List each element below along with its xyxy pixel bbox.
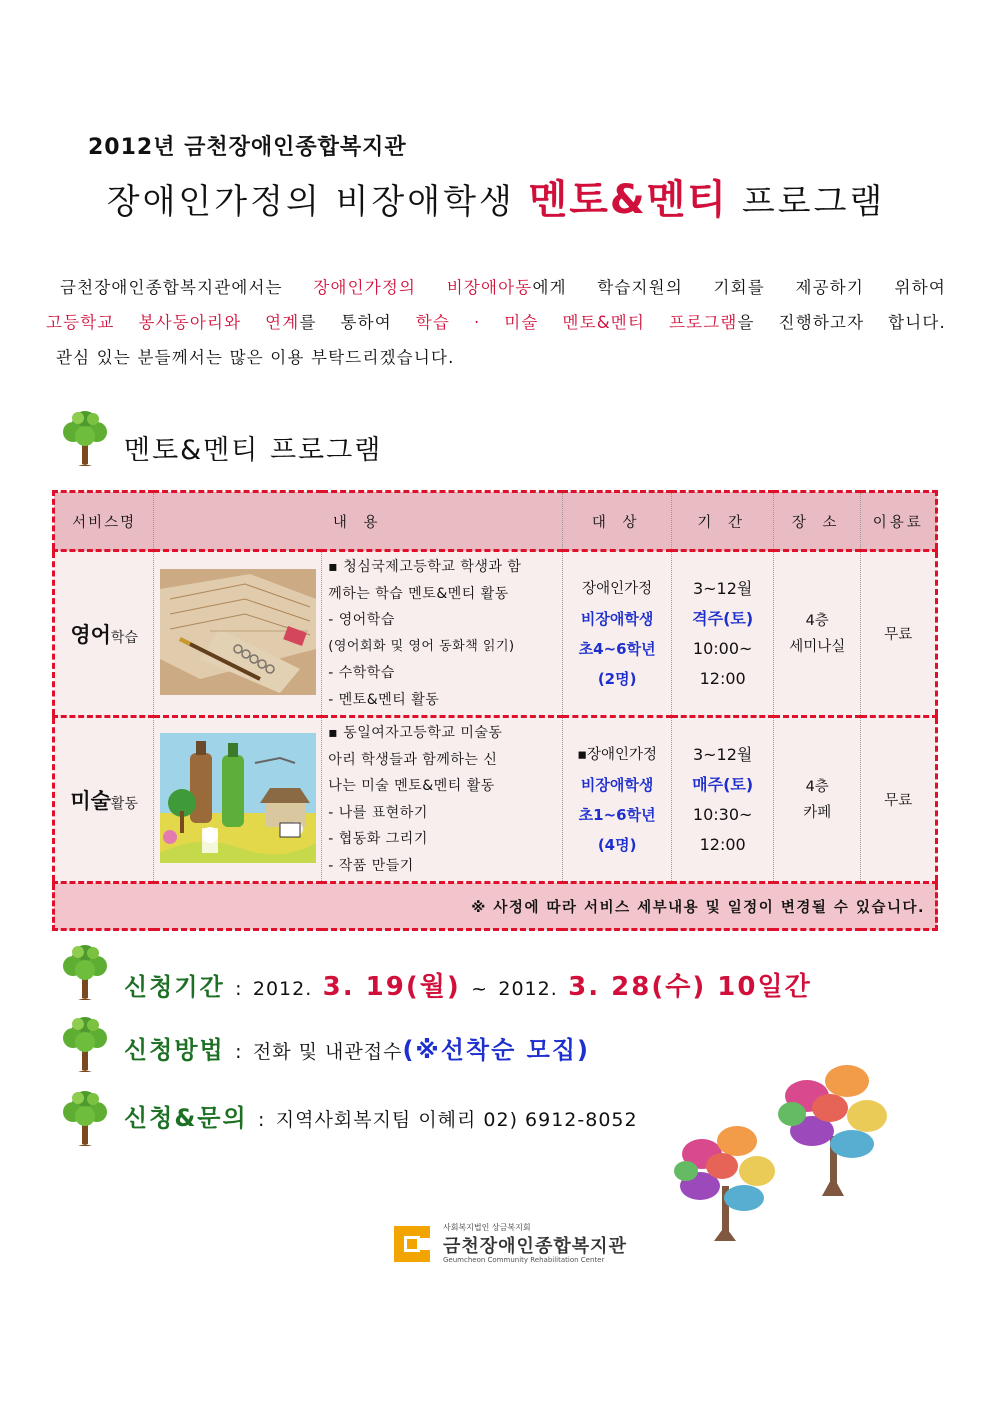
books-photo <box>160 569 316 695</box>
main-title-highlight: 멘토&멘티 <box>528 177 729 223</box>
main-title-suffix: 프로그램 <box>741 182 886 222</box>
content-line: ▪ 청심국제고등학교 학생과 함 <box>328 559 522 575</box>
separator: : <box>258 1109 266 1131</box>
separator: : <box>235 978 243 1000</box>
content-line: 아리 학생들과 함께하는 신 <box>328 751 498 768</box>
content-line: - 영어학습 <box>328 612 395 628</box>
logo-mark <box>392 1224 432 1264</box>
service-type: 활동 <box>110 795 138 812</box>
target-text: 초1~6학년 <box>578 805 656 824</box>
end-date: 3. 28(수) 10일간 <box>568 972 812 1002</box>
content-line: - 수학학습 <box>328 665 395 681</box>
target-text: (2명) <box>597 669 637 688</box>
apply-method-text: 전화 및 내관접수 <box>252 1041 403 1063</box>
program-table <box>52 490 938 931</box>
separator: : <box>235 1041 243 1063</box>
service-name: 영어 <box>70 622 111 647</box>
intro-line-1 <box>46 270 946 305</box>
table-note: ※ 사정에 따라 서비스 세부내용 및 일정이 변경될 수 있습니다. <box>54 883 937 930</box>
place-text: 4층 <box>805 778 829 795</box>
table-note-row <box>54 883 937 930</box>
intro-line-2 <box>46 305 946 340</box>
intro-highlight: 장애인가정의 비장애아동 <box>313 278 533 297</box>
header-place: 장 소 <box>773 492 860 551</box>
content-line: 나는 미술 멘토&멘티 활동 <box>328 778 495 794</box>
target-text: 장애인가정 <box>582 580 653 597</box>
apply-method-label: 신청방법 <box>124 1036 225 1064</box>
apply-contact-label: 신청&문의 <box>124 1104 248 1132</box>
photo-cell <box>154 551 322 717</box>
tilde: ~ <box>471 978 489 1000</box>
tree-icon <box>60 404 110 466</box>
main-title <box>0 168 992 225</box>
period-text: 매주(토) <box>692 774 754 794</box>
intro-highlight: 학습 · 미술 멘토&멘티 프로그램 <box>415 313 738 332</box>
year-text: 2012. <box>498 978 558 1000</box>
org-title: 2012년 금천장애인종합복지관 <box>88 135 407 160</box>
artwork-photo <box>160 733 316 863</box>
place-cell <box>773 551 860 717</box>
intro-text: 금천장애인종합복지관에서는 <box>60 278 283 297</box>
logo-subtitle: 사회복지법인 상금복지회 <box>443 1223 531 1232</box>
period-text: 10:30~ <box>692 804 753 824</box>
header-service: 서비스명 <box>54 492 154 551</box>
place-text: 4층 <box>805 612 829 629</box>
year-text: 2012. <box>252 978 313 1000</box>
target-cell <box>562 551 671 717</box>
period-text: 12:00 <box>699 834 746 854</box>
content-line: - 멘토&멘티 활동 <box>328 691 440 708</box>
target-text: 초4~6학년 <box>578 639 656 658</box>
content-line: - 나를 표현하기 <box>328 804 428 821</box>
table-header-row <box>54 492 937 551</box>
content-cell <box>322 551 563 717</box>
content-line: ▪ 동일여자고등학교 미술동 <box>328 725 503 741</box>
period-text: 3~12월 <box>692 744 753 764</box>
target-text: ▪장애인가정 <box>577 746 658 763</box>
table-row <box>54 551 937 717</box>
intro-paragraph <box>46 270 946 375</box>
header-content: 내 용 <box>154 492 563 551</box>
header-fee: 이용료 <box>861 492 937 551</box>
content-line: - 협동화 그리기 <box>328 831 428 847</box>
apply-period-label: 신청기간 <box>124 973 225 1001</box>
colorful-tree-decoration <box>672 1036 902 1246</box>
target-text: 비장애학생 <box>580 775 654 794</box>
content-line: (영어회화 및 영어 동화책 읽기) <box>328 638 515 654</box>
header-period: 기 간 <box>672 492 774 551</box>
service-name-cell <box>54 717 154 883</box>
period-cell <box>672 717 774 883</box>
service-name: 미술 <box>70 788 111 813</box>
intro-text: 에게 학습지원의 기회를 제공하기 위하여 <box>532 278 946 297</box>
fee-cell: 무료 <box>861 717 937 883</box>
intro-text: 을 진행하고자 합니다. <box>737 313 946 332</box>
start-date: 3. 19(월) <box>322 972 461 1002</box>
target-text: (4명) <box>597 835 637 854</box>
tree-icon <box>60 938 110 1000</box>
apply-method <box>124 1030 590 1065</box>
place-text: 세미나실 <box>789 638 846 655</box>
content-cell <box>322 717 563 883</box>
period-text: 격주(토) <box>692 608 754 628</box>
fee-cell: 무료 <box>861 551 937 717</box>
service-name-cell <box>54 551 154 717</box>
target-cell <box>562 717 671 883</box>
header-target: 대 상 <box>562 492 671 551</box>
place-text: 카페 <box>803 804 832 821</box>
logo-english: Geumcheon Community Rehabilitation Center <box>443 1256 605 1264</box>
intro-text: 를 통하여 <box>299 313 392 332</box>
apply-method-note: (※선착순 모집) <box>402 1036 590 1064</box>
apply-contact-text: 지역사회복지팀 이혜리 02) 6912-8052 <box>275 1109 638 1131</box>
apply-contact <box>124 1098 638 1133</box>
period-text: 3~12월 <box>692 578 753 598</box>
tree-icon <box>60 1084 110 1146</box>
main-title-prefix: 장애인가정의 비장애학생 <box>106 182 515 222</box>
period-cell <box>672 551 774 717</box>
photo-cell <box>154 717 322 883</box>
period-text: 10:00~ <box>692 638 753 658</box>
tree-icon <box>60 1010 110 1072</box>
intro-line-3: 관심 있는 분들께서는 많은 이용 부탁드리겠습니다. <box>56 348 455 367</box>
apply-period <box>124 966 812 1003</box>
content-line: 께하는 학습 멘토&멘티 활동 <box>328 585 509 602</box>
logo-name: 금천장애인종합복지관 <box>443 1236 627 1257</box>
place-cell <box>773 717 860 883</box>
target-text: 비장애학생 <box>580 609 654 628</box>
service-type: 학습 <box>110 629 138 646</box>
period-text: 12:00 <box>699 668 746 688</box>
section-title: 멘토&멘티 프로그램 <box>124 435 383 466</box>
content-line: - 작품 만들기 <box>328 857 414 874</box>
table-row <box>54 717 937 883</box>
intro-highlight: 고등학교 봉사동아리와 연계 <box>46 313 300 332</box>
